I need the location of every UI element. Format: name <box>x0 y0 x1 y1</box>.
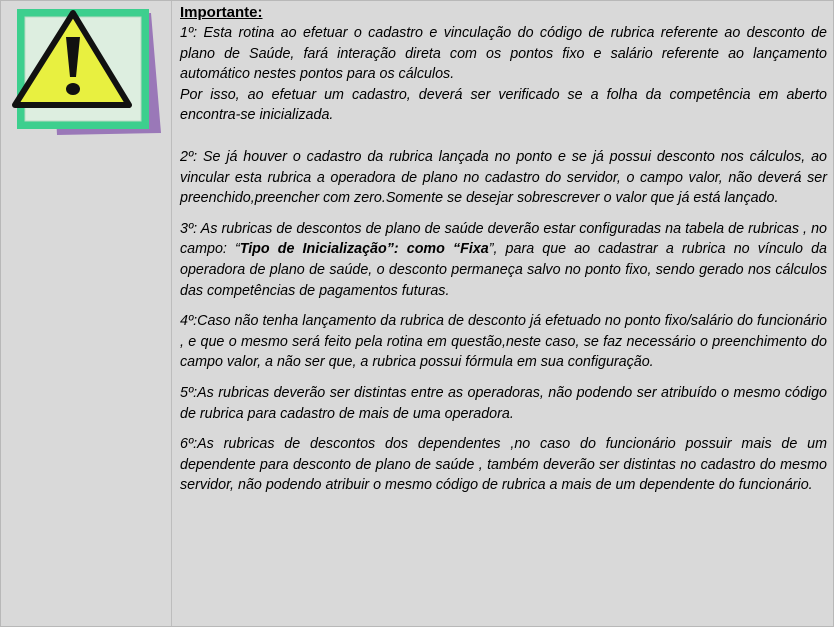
paragraph-3-start: 3º: As rubricas de descontos de plano de saúde deverão estar configuradas na tabela de rubricas , no campo: “ <box>180 220 827 258</box>
paragraph-6: 6º:As rubricas de descontos dos dependentes ,no caso do funcionário possuir mais de um dependente para desconto de plano de saúde , também deverão ser distintas no cadastro do mesmo servidor, não podendo atribuir o mesmo código de rubrica a mais de um dependente do funcionário. <box>180 436 827 494</box>
paragraph-1a: 1º: Esta rotina ao efetuar o cadastro e vinculação do código de rubrica referente ao desconto de plano de Saúde, fará interação direta com os pontos fixo e salário referente ao lançamento automático nestes pontos para os cálculos. <box>180 25 827 83</box>
icon-cell <box>1 1 172 626</box>
paragraph-1b: Por isso, ao efetuar um cadastro, deverá ser verificado se a folha da competência em aberto encontra-se inicializada. <box>180 86 827 124</box>
paragraph-3 <box>180 219 827 301</box>
paragraph-4: 4º:Caso não tenha lançamento da rubrica de desconto já efetuado no ponto fixo/salário do funcionário , e que o mesmo será feito pela rotina em questão,neste caso, se faz necessário o preenchimento do campo valor, a não ser que, a rubrica possui fórmula em sua configuração. <box>180 313 827 371</box>
paragraph-3-bold: Tipo de Inicialização”: como “Fixa <box>239 241 489 258</box>
warning-icon <box>11 5 163 137</box>
note-text <box>172 1 833 626</box>
note-heading: Importante: <box>180 4 263 21</box>
paragraph-3-end: ”, para que ao cadastrar a rubrica no vínculo da operadora de plano de saúde, o desconto permaneça salvo no ponto fixo, sendo gerado nos cálculos das competências de pagamentos futuras. <box>180 241 827 299</box>
paragraph-5: 5º:As rubricas deverão ser distintas entre as operadoras, não podendo ser atribuído o mesmo código de rubrica para cadastro de mais de uma operadora. <box>180 384 827 422</box>
paragraph-2: 2º: Se já houver o cadastro da rubrica lançada no ponto e se já possui desconto nos cálculos, ao vincular esta rubrica a operadora de plano no cadastro do servidor, o campo valor, não deverá ser preenchido,preencher com zero.Somente se desejar sobrescrever o valor que já está lançado. <box>180 148 827 207</box>
